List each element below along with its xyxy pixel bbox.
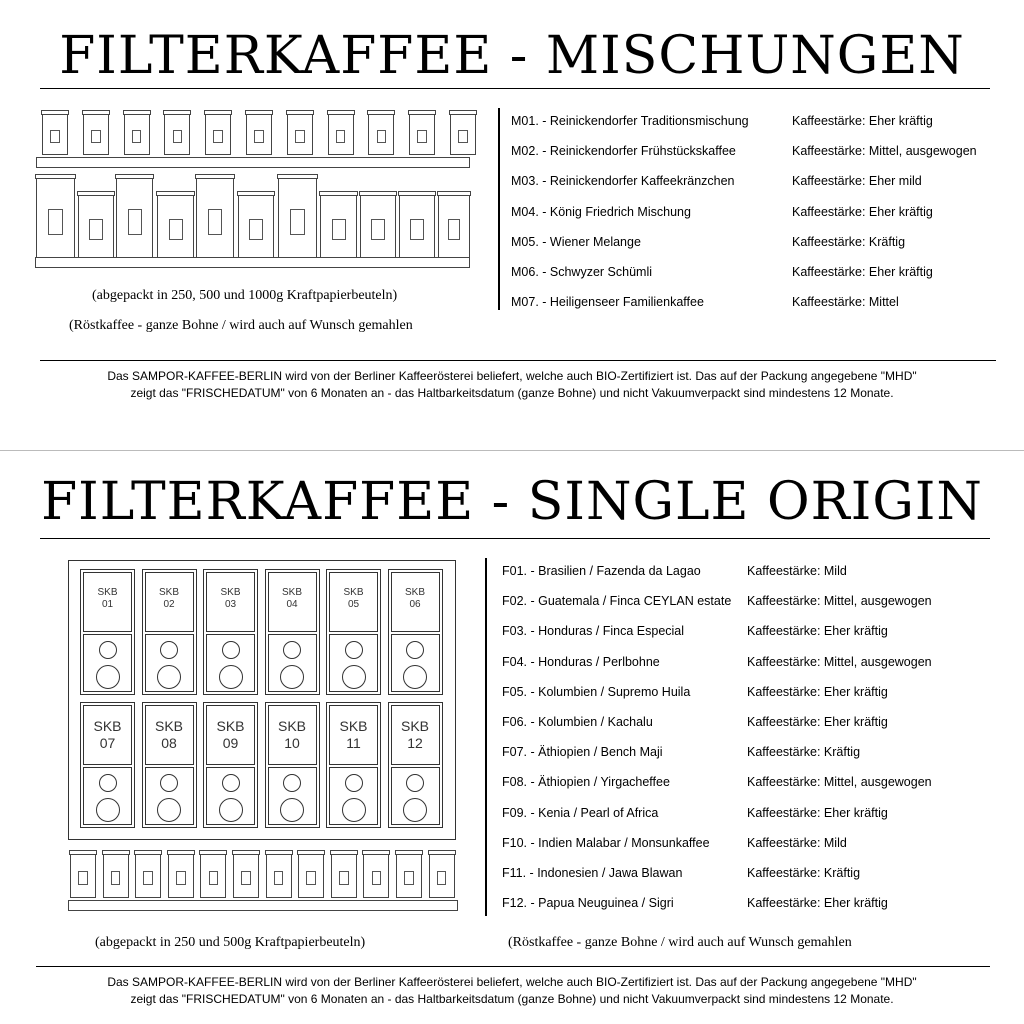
dispenser-ring-icon bbox=[403, 798, 427, 822]
coffee-name: F08. - Äthiopien / Yirgacheffee bbox=[502, 775, 670, 790]
section1-footer-rule bbox=[40, 360, 996, 361]
coffee-jar bbox=[83, 114, 109, 155]
coffee-strength: Kaffeestärke: Eher kräftig bbox=[792, 264, 933, 279]
coffee-jar bbox=[200, 854, 226, 898]
dispenser-code: SKB 08 bbox=[154, 718, 183, 751]
shelf-board bbox=[35, 257, 470, 268]
coffee-dispenser bbox=[265, 569, 320, 695]
coffee-dispenser bbox=[80, 569, 135, 695]
coffee-jar bbox=[298, 854, 324, 898]
dispenser-code: SKB 06 bbox=[404, 587, 425, 610]
coffee-dispenser bbox=[203, 569, 258, 695]
section2-footer-rule bbox=[36, 966, 990, 967]
section1-title: FILTERKAFFEE - MISCHUNGEN bbox=[59, 26, 965, 86]
section2-title-rule bbox=[40, 538, 990, 539]
shelf-board bbox=[36, 157, 470, 168]
coffee-jar bbox=[124, 114, 150, 155]
coffee-jar bbox=[70, 854, 96, 898]
section1-footer-line1: Das SAMPOR-KAFFEE-BERLIN wird von der Berliner Kaffeerösterei beliefert, welche auch BIO-Zertifiziert ist. Das auf der Packung angegebene "MHD" bbox=[107, 369, 917, 383]
coffee-name: F06. - Kolumbien / Kachalu bbox=[502, 714, 653, 729]
coffee-dispenser bbox=[142, 569, 197, 695]
coffee-strength: Kaffeestärke: Eher kräftig bbox=[747, 896, 888, 911]
coffee-name: F03. - Honduras / Finca Especial bbox=[502, 624, 685, 639]
coffee-jar bbox=[287, 114, 313, 155]
coffee-strength: Kaffeestärke: Eher kräftig bbox=[747, 805, 888, 820]
dispenser-knob-icon bbox=[160, 641, 178, 659]
coffee-strength: Kaffeestärke: Eher kräftig bbox=[747, 684, 888, 699]
coffee-jar bbox=[438, 195, 470, 258]
coffee-jar bbox=[233, 854, 259, 898]
coffee-jar bbox=[116, 178, 153, 258]
coffee-strength: Kaffeestärke: Mild bbox=[747, 564, 847, 578]
coffee-dispenser bbox=[326, 702, 381, 828]
section1-footer bbox=[0, 368, 1024, 402]
dispenser-code: SKB 03 bbox=[220, 587, 241, 610]
coffee-jar bbox=[238, 195, 274, 258]
dispenser-code: SKB 11 bbox=[339, 718, 368, 751]
coffee-jar bbox=[331, 854, 357, 898]
coffee-jar bbox=[396, 854, 422, 898]
section2-title: FILTERKAFFEE - SINGLE ORIGIN bbox=[41, 472, 983, 532]
section2-footer bbox=[0, 974, 1024, 1008]
coffee-name: M03. - Reinickendorfer Kaffeekränzchen bbox=[511, 174, 735, 189]
coffee-dispenser bbox=[388, 702, 443, 828]
coffee-jar bbox=[135, 854, 161, 898]
coffee-strength: Kaffeestärke: Kräftig bbox=[747, 865, 861, 880]
section2-footer-line2: zeigt das "FRISCHEDATUM" von 6 Monaten an - das Haltbarkeitsdatum (ganze Bohne) und nicht Vakuumverpackt sind mindestens 12 Monate. bbox=[130, 992, 894, 1006]
coffee-jar bbox=[320, 195, 357, 258]
coffee-dispenser bbox=[265, 702, 320, 828]
coffee-strength: Kaffeestärke: Eher kräftig bbox=[792, 204, 933, 219]
coffee-dispenser bbox=[142, 702, 197, 828]
coffee-jar bbox=[205, 114, 231, 155]
coffee-jar bbox=[368, 114, 394, 155]
dispenser-knob-icon bbox=[345, 641, 363, 659]
section1-footer-line2: zeigt das "FRISCHEDATUM" von 6 Monaten an - das Haltbarkeitsdatum (ganze Bohne) und nicht Vakuumverpackt sind mindestens 12 Monate. bbox=[130, 386, 894, 400]
coffee-name: M07. - Heiligenseer Familienkaffee bbox=[511, 295, 704, 310]
coffee-strength: Kaffeestärke: Kräftig bbox=[747, 745, 861, 760]
coffee-strength: Kaffeestärke: Mild bbox=[747, 835, 847, 850]
coffee-dispenser bbox=[326, 569, 381, 695]
coffee-name: M04. - König Friedrich Mischung bbox=[511, 204, 691, 219]
dispenser-knob-icon bbox=[345, 774, 363, 792]
dispenser-knob-icon bbox=[99, 641, 117, 659]
coffee-name: M01. - Reinickendorfer Traditionsmischung bbox=[511, 114, 749, 128]
coffee-jar bbox=[450, 114, 476, 155]
coffee-strength: Kaffeestärke: Mittel, ausgewogen bbox=[747, 594, 932, 609]
section2-divider bbox=[485, 558, 487, 916]
section1-divider bbox=[498, 108, 500, 310]
section1-packaging-note: (abgepackt in 250, 500 und 1000g Kraftpapierbeuteln) bbox=[92, 288, 398, 303]
section2-footer-line1: Das SAMPOR-KAFFEE-BERLIN wird von der Berliner Kaffeerösterei beliefert, welche auch BIO-Zertifiziert ist. Das auf der Packung angegebene "MHD" bbox=[107, 975, 917, 989]
coffee-name: F09. - Kenia / Pearl of Africa bbox=[502, 805, 659, 820]
shelf-board bbox=[68, 900, 458, 911]
coffee-dispenser bbox=[80, 702, 135, 828]
dispenser-ring-icon bbox=[96, 798, 120, 822]
coffee-jar bbox=[103, 854, 129, 898]
coffee-jar bbox=[78, 195, 114, 258]
dispenser-code: SKB 01 bbox=[97, 587, 118, 610]
coffee-strength: Kaffeestärke: Eher kräftig bbox=[747, 714, 888, 729]
dispenser-knob-icon bbox=[160, 774, 178, 792]
dispenser-knob-icon bbox=[406, 774, 424, 792]
dispenser-code: SKB 05 bbox=[343, 587, 364, 610]
coffee-jar bbox=[360, 195, 396, 258]
coffee-jar bbox=[363, 854, 389, 898]
dispenser-ring-icon bbox=[280, 665, 304, 689]
dispenser-ring-icon bbox=[219, 798, 243, 822]
coffee-name: F12. - Papua Neuguinea / Sigri bbox=[502, 896, 674, 911]
coffee-jar bbox=[196, 178, 234, 258]
dispenser-ring-icon bbox=[219, 665, 243, 689]
coffee-jar bbox=[399, 195, 435, 258]
coffee-jar bbox=[168, 854, 194, 898]
dispenser-ring-icon bbox=[96, 665, 120, 689]
dispenser-ring-icon bbox=[342, 665, 366, 689]
coffee-name: F02. - Guatemala / Finca CEYLAN estate bbox=[502, 594, 732, 609]
coffee-strength: Kaffeestärke: Kräftig bbox=[792, 234, 906, 249]
coffee-jar bbox=[429, 854, 455, 898]
section-separator bbox=[0, 450, 1024, 451]
section2-packaging-note: (abgepackt in 250 und 500g Kraftpapierbeuteln) bbox=[95, 935, 366, 950]
dispenser-code: SKB 09 bbox=[216, 718, 245, 751]
coffee-jar bbox=[328, 114, 354, 155]
coffee-strength: Kaffeestärke: Eher kräftig bbox=[792, 114, 933, 128]
dispenser-code: SKB 10 bbox=[277, 718, 306, 751]
section1-title-rule bbox=[40, 88, 990, 89]
dispenser-code: SKB 12 bbox=[400, 718, 429, 751]
coffee-jar bbox=[246, 114, 272, 155]
coffee-name: F04. - Honduras / Perlbohne bbox=[502, 654, 660, 669]
coffee-name: F10. - Indien Malabar / Monsunkaffee bbox=[502, 835, 710, 850]
dispenser-code: SKB 04 bbox=[281, 587, 302, 610]
dispenser-ring-icon bbox=[157, 798, 181, 822]
coffee-dispenser bbox=[203, 702, 258, 828]
coffee-name: F01. - Brasilien / Fazenda da Lagao bbox=[502, 564, 701, 578]
dispenser-knob-icon bbox=[222, 641, 240, 659]
coffee-strength: Kaffeestärke: Mittel bbox=[792, 295, 899, 310]
coffee-name: F07. - Äthiopien / Bench Maji bbox=[502, 745, 663, 760]
coffee-jar bbox=[266, 854, 292, 898]
coffee-strength: Kaffeestärke: Mittel, ausgewogen bbox=[792, 144, 977, 159]
section1-roast-note: (Röstkaffee - ganze Bohne / wird auch auf Wunsch gemahlen bbox=[69, 318, 413, 333]
dispenser-knob-icon bbox=[222, 774, 240, 792]
coffee-name: F11. - Indonesien / Jawa Blawan bbox=[502, 865, 683, 880]
coffee-jar bbox=[42, 114, 68, 155]
coffee-jar bbox=[36, 178, 75, 258]
coffee-name: F05. - Kolumbien / Supremo Huila bbox=[502, 684, 691, 699]
section2-roast-note: (Röstkaffee - ganze Bohne / wird auch auf Wunsch gemahlen bbox=[508, 935, 852, 950]
coffee-strength: Kaffeestärke: Eher kräftig bbox=[747, 624, 888, 639]
coffee-strength: Kaffeestärke: Eher mild bbox=[792, 174, 922, 189]
coffee-jar bbox=[164, 114, 190, 155]
coffee-name: M02. - Reinickendorfer Frühstückskaffee bbox=[511, 144, 736, 159]
coffee-strength: Kaffeestärke: Mittel, ausgewogen bbox=[747, 775, 932, 790]
dispenser-ring-icon bbox=[342, 798, 366, 822]
coffee-jar bbox=[409, 114, 435, 155]
dispenser-code: SKB 02 bbox=[158, 587, 179, 610]
coffee-name: M05. - Wiener Melange bbox=[511, 234, 641, 249]
dispenser-ring-icon bbox=[280, 798, 304, 822]
coffee-strength: Kaffeestärke: Mittel, ausgewogen bbox=[747, 654, 932, 669]
coffee-jar bbox=[157, 195, 194, 258]
dispenser-knob-icon bbox=[283, 641, 301, 659]
dispenser-knob-icon bbox=[406, 641, 424, 659]
coffee-dispenser bbox=[388, 569, 443, 695]
coffee-name: M06. - Schwyzer Schümli bbox=[511, 264, 653, 279]
dispenser-ring-icon bbox=[157, 665, 181, 689]
dispenser-knob-icon bbox=[99, 774, 117, 792]
dispenser-knob-icon bbox=[283, 774, 301, 792]
dispenser-code: SKB 07 bbox=[93, 718, 122, 751]
coffee-jar bbox=[278, 178, 317, 258]
dispenser-ring-icon bbox=[403, 665, 427, 689]
